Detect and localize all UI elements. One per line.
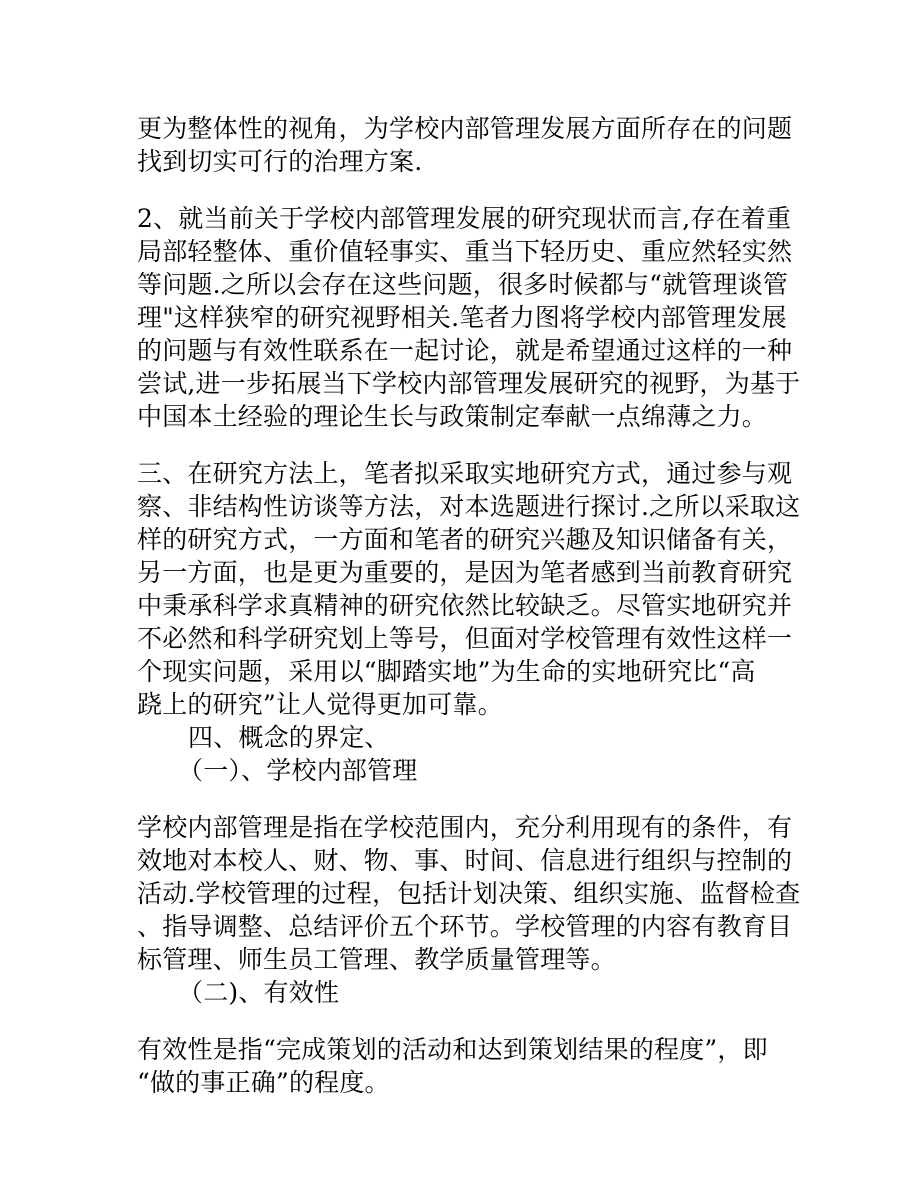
paragraph-3-line-7: 个现实问题，采用以“脚踏实地”为生命的实地研究比“高 — [137, 657, 756, 686]
paragraph-3-line-1: 三、在研究方法上，笔者拟采取实地研究方式，通过参与观 — [137, 459, 793, 488]
paragraph-3-line-4: 另一方面，也是更为重要的，是因为笔者感到当前教育研究 — [137, 558, 793, 587]
paragraph-5-line-2: “做的事正确”的程度。 — [137, 1068, 390, 1097]
paragraph-2-line-1: 2、就当前关于学校内部管理发展的研究现状而言,存在着重 — [137, 204, 792, 233]
paragraph-2-line-5: 的问题与有效性联系在一起讨论，就是希望通过这样的一种 — [137, 336, 793, 365]
paragraph-2-line-6: 尝试,进一步拓展当下学校内部管理发展研究的视野，为基于 — [137, 369, 801, 398]
paragraph-1-line-2: 找到切实可行的治理方案. — [137, 147, 423, 176]
paragraph-4-line-5: 标管理、师生员工管理、教学质量管理等。 — [137, 945, 616, 974]
subheading-effectiveness: （二)、有效性 — [178, 978, 340, 1007]
paragraph-4-line-1: 学校内部管理是指在学校范围内，充分利用现有的条件，有 — [137, 813, 793, 842]
paragraph-4-line-3: 活动.学校管理的过程，包括计划决策、组织实施、监督检查 — [137, 879, 801, 908]
paragraph-3-line-6: 不必然和科学研究划上等号，但面对学校管理有效性这样一 — [137, 624, 793, 653]
paragraph-3-line-2: 察、非结构性访谈等方法，对本选题进行探讨.之所以采取这 — [137, 492, 801, 521]
paragraph-3-line-3: 样的研究方式，一方面和笔者的研究兴趣及知识储备有关， — [137, 525, 793, 554]
paragraph-2-line-2: 局部轻整体、重价值轻事实、重当下轻历史、重应然轻实然 — [137, 237, 793, 266]
paragraph-4-line-4: 、指导调整、总结评价五个环节。学校管理的内容有教育目 — [137, 912, 793, 941]
paragraph-2-line-7: 中国本土经验的理论生长与政策制定奉献一点绵薄之力。 — [137, 402, 768, 431]
paragraph-3-line-8: 跷上的研究”让人觉得更加可靠。 — [137, 690, 503, 719]
section-heading-4: 四、概念的界定、 — [188, 723, 390, 752]
paragraph-1-line-1: 更为整体性的视角，为学校内部管理发展方面所存在的问题 — [137, 114, 793, 143]
paragraph-5-line-1: 有效性是指“完成策划的活动和达到策划结果的程度”，即 — [137, 1035, 768, 1064]
paragraph-4-line-2: 效地对本校人、财、物、事、时间、信息进行组织与控制的 — [137, 846, 793, 875]
paragraph-2-line-4: 理"这样狭窄的研究视野相关.笔者力图将学校内部管理发展 — [137, 303, 787, 332]
subheading-school-internal-management: （一）、学校内部管理 — [178, 756, 418, 785]
paragraph-2-line-3: 等问题.之所以会存在这些问题，很多时候都与“就管理谈管 — [137, 270, 789, 299]
paragraph-3-line-5: 中秉承科学求真精神的研究依然比较缺乏。尽管实地研究并 — [137, 591, 793, 620]
